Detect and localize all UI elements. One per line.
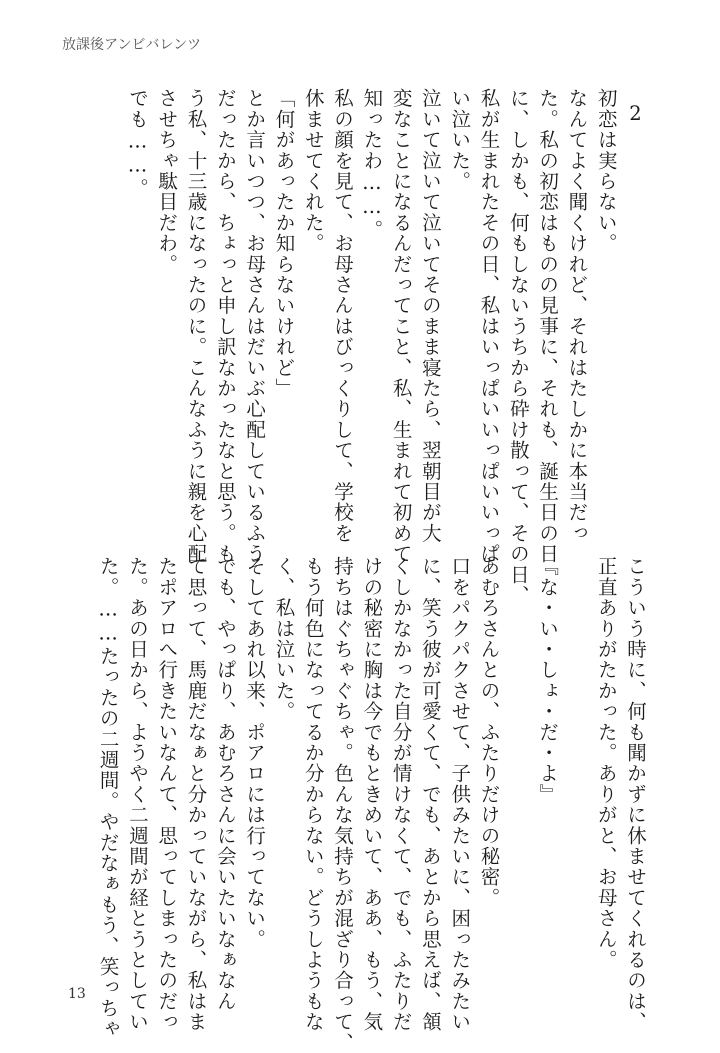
text-line: だったから、ちょっと申し訳なかったなと思う。も: [213, 88, 237, 565]
text-line: そしてあれ以来、ポアロには行ってない。: [243, 556, 267, 950]
upper-text-block: [60, 88, 650, 606]
text-line: 私が生まれたその日、私はいっぱいいっぱいいっぱ: [477, 88, 501, 565]
text-line: させちゃ駄目だわ。: [155, 88, 179, 275]
blank-line: [562, 556, 591, 988]
text-line: 休ませてくれた。: [301, 88, 325, 254]
text-line: 私の顔を見て、お母さんはびっくりして、学校を: [331, 88, 355, 544]
text-line: たポアロへ行きたいなんて、思ってしまったのだっ: [155, 556, 179, 1033]
text-line: 持ちはぐちゃぐちゃ。色んな気持ちが混ざり合って、: [331, 556, 355, 1053]
text-line: 変なことになるんだってこと、私、生まれて初めて: [389, 88, 413, 565]
text-line: くしかなかった自分が情けなくて、でも、ふたりだ: [389, 556, 413, 1033]
text-line: 知ったわ……。: [360, 88, 384, 240]
text-line: 正直ありがたかった。ありがと、お母さん。: [594, 556, 618, 970]
text-line: 初恋は実らない。: [594, 88, 618, 254]
text-line: 口をパクパクさせて、子供みたいに、困ったみたい: [448, 556, 472, 1033]
chapter-number: 2: [624, 102, 647, 127]
text-line: とか言いつつ、お母さんはだいぶ心配しているふう: [243, 88, 267, 565]
text-line: に、笑う彼が可愛くて、でも、あとから思えば、頷: [418, 556, 442, 1033]
text-line: けの秘密に胸は今でもときめいて、ああ、もう、気: [360, 556, 384, 1033]
text-line: た。……たったの二週間。やだなぁもう、笑っちゃ: [96, 556, 120, 1040]
page-number: 13: [68, 986, 86, 1002]
text-line: た。私の初恋はものの見事に、それも、誕生日の日: [536, 88, 560, 565]
running-title: 放課後アンビバレンツ: [62, 37, 202, 53]
quote-line: 『な・い・しょ・だ・よ』: [536, 556, 560, 805]
text-line: もう何色になってるか分からない。どうしようもな: [301, 556, 325, 1033]
text-line: く、私は泣いた。: [272, 556, 296, 722]
text-line: でも……。: [125, 88, 149, 199]
text-line: い泣いた。: [448, 88, 472, 192]
text-line: う私、十三歳になったのに。こんなふうに親を心配: [184, 88, 208, 565]
text-line: あむろさんとの、ふたりだけの秘密。: [477, 556, 501, 908]
text-line: に、しかも、何もしないうちから砕け散って、その日、: [506, 88, 530, 606]
blank-line: [504, 556, 533, 988]
text-line: 「何があったか知らないけれど」: [272, 88, 296, 399]
text-line: 泣いて泣いて泣いてそのまま寝たら、翌朝目が大: [418, 88, 442, 544]
text-line: なんてよく聞くけれど、それはたしかに本当だっ: [565, 88, 589, 544]
text-line: た。あの日から、ようやく二週間が経とうとしてい: [125, 556, 149, 1033]
text-line: でも、やっぱり、あむろさんに会いたいなぁなん: [213, 556, 237, 1012]
text-line: て思って、馬鹿だなぁと分かっていながら、私はま: [184, 556, 208, 1033]
text-line: こういう時に、何も聞かずに休ませてくれるのは、: [624, 556, 647, 1033]
